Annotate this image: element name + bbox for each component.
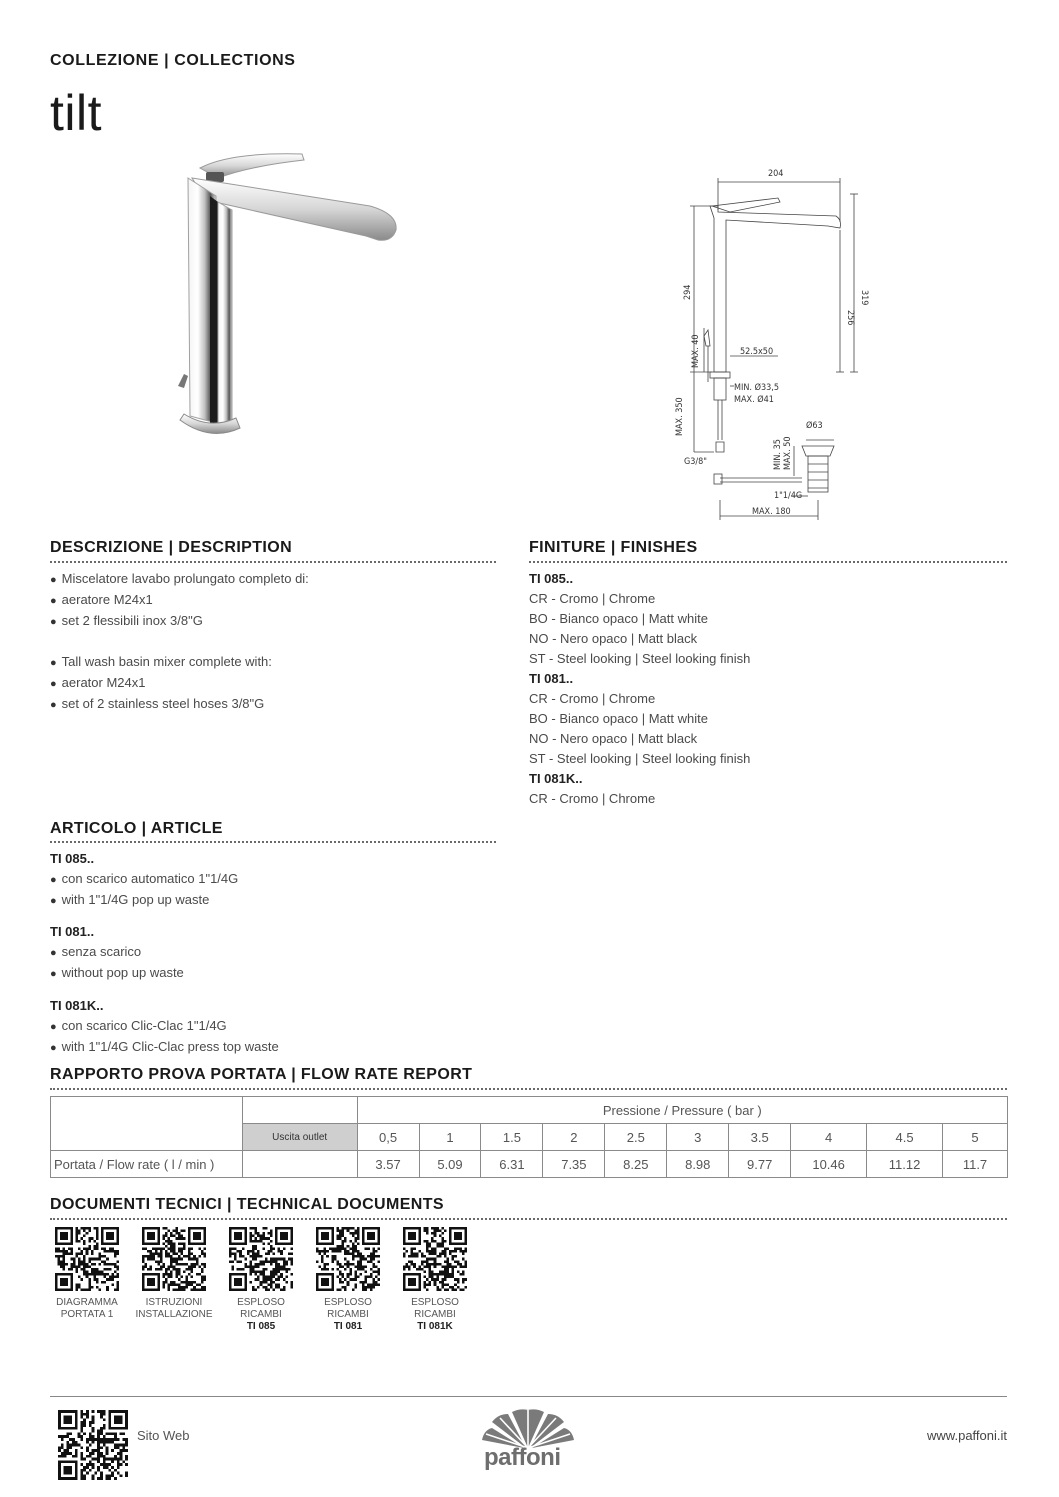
finish-item: ST - Steel looking | Steel looking finish [529,651,751,666]
article-item: ● without pop up waste [50,963,184,984]
documents-heading: DOCUMENTI TECNICI | TECHNICAL DOCUMENTS [50,1196,444,1213]
dim-g38: G3/8" [684,457,708,467]
finish-code: TI 085.. [529,571,574,586]
dim-max41: MAX. Ø41 [734,395,774,405]
finish-item: NO - Nero opaco | Matt black [529,731,698,746]
finish-item: CR - Cromo | Chrome [529,591,656,606]
pressure-header: Pressione / Pressure ( bar ) [357,1097,1007,1124]
description-item: ● Miscelatore lavabo prolungato completo di: [50,569,309,590]
collection-kicker: COLLEZIONE | COLLECTIONS [50,52,296,69]
article-item: ● with 1"1/4G pop up waste [50,890,238,911]
article-item: ● with 1"1/4G Clic-Clac press top waste [50,1037,279,1058]
dim-204: 204 [768,169,784,179]
flow-value: 7.35 [543,1151,605,1178]
pressure-value: 1 [419,1124,481,1151]
doc-caption: ISTRUZIONI INSTALLAZIONE [135,1297,213,1320]
flow-value: 11.7 [943,1151,1008,1178]
article-code: TI 081.. [50,924,95,939]
table-row [51,1151,1008,1178]
website-url[interactable]: www.paffoni.it [927,1428,1007,1443]
article-group [50,922,184,984]
finish-code: TI 081.. [529,671,574,686]
finish-item: BO - Bianco opaco | Matt white [529,611,708,626]
dim-max50: MAX. 50 [783,436,793,470]
qr-code-esploso-ti085[interactable] [229,1227,293,1296]
dim-294: 294 [683,284,693,300]
qr-code-website[interactable] [58,1410,128,1485]
flow-value: 8.98 [667,1151,729,1178]
dim-max40: MAX. 40 [691,334,701,368]
flow-value: 11.12 [867,1151,943,1178]
description-heading: DESCRIZIONE | DESCRIPTION [50,539,293,556]
pressure-value: 5 [943,1124,1008,1151]
blank-cell [51,1124,243,1151]
doc-caption: ESPLOSO RICAMBI TI 085 [237,1297,285,1332]
finishes-heading: FINITURE | FINISHES [529,539,698,556]
doc-caption: ESPLOSO RICAMBI TI 081 [324,1297,372,1332]
flow-value: 9.77 [729,1151,791,1178]
finish-item: CR - Cromo | Chrome [529,691,656,706]
qr-code-diagramma[interactable] [55,1227,119,1296]
flow-rate-table [50,1096,1008,1178]
dim-52: 52.5x50 [740,347,774,357]
flow-value: 10.46 [791,1151,867,1178]
dim-d63: Ø63 [806,421,823,431]
description-item: ● Tall wash basin mixer complete with: [50,652,309,673]
blank-cell [51,1097,243,1124]
finish-code: TI 081K.. [529,771,583,786]
pressure-value: 2 [543,1124,605,1151]
site-label: Sito Web [137,1428,190,1443]
flow-row-label: Portata / Flow rate ( l / min ) [51,1151,243,1178]
description-item: ● aeratore M24x1 [50,590,309,611]
pressure-value: 1.5 [481,1124,543,1151]
pressure-value: 2.5 [605,1124,667,1151]
flow-heading: RAPPORTO PROVA PORTATA | FLOW RATE REPORT [50,1066,473,1083]
description-rule [50,561,496,563]
flow-value: 3.57 [357,1151,419,1178]
description-item: ● aerator M24x1 [50,673,309,694]
pressure-value: 4 [791,1124,867,1151]
paffoni-logo [478,1406,578,1472]
article-code: TI 081K.. [50,998,104,1013]
finishes-list [529,569,750,809]
dim-min35: MIN. 35 [773,439,783,470]
product-photo [170,148,410,448]
flow-value: 5.09 [419,1151,481,1178]
dim-max350: MAX. 350 [675,397,685,436]
pressure-value: 3.5 [729,1124,791,1151]
pressure-value: 0,5 [357,1124,419,1151]
finishes-rule [529,561,1007,563]
finish-item: BO - Bianco opaco | Matt white [529,711,708,726]
dim-319: 319 [859,290,869,306]
flow-value: 8.25 [605,1151,667,1178]
product-title: tilt [50,85,102,141]
qr-code-istruzioni[interactable] [142,1227,206,1296]
description-item: ● set of 2 stainless steel hoses 3/8"G [50,694,309,715]
qr-code-esploso-ti081[interactable] [316,1227,380,1296]
pressure-value: 3 [667,1124,729,1151]
dim-114: 1"1/4G [774,491,803,501]
qr-code-esploso-ti081k[interactable] [403,1227,467,1296]
table-row [51,1124,1008,1151]
technical-drawing [668,160,878,530]
article-group [50,849,238,911]
article-item: ● con scarico automatico 1"1/4G [50,869,238,890]
flow-rule [50,1088,1007,1090]
doc-caption: DIAGRAMMA PORTATA 1 [56,1297,118,1320]
dim-min33: MIN. Ø33,5 [734,383,779,393]
article-item: ● senza scarico [50,942,184,963]
dim-256: 256 [845,310,855,326]
outlet-cell: Uscita outlet [242,1124,357,1151]
article-code: TI 085.. [50,851,95,866]
blank-cell [242,1097,357,1124]
finish-item: NO - Nero opaco | Matt black [529,631,698,646]
blank-cell [242,1151,357,1178]
footer-rule [50,1396,1007,1397]
doc-caption: ESPLOSO RICAMBI TI 081K [411,1297,459,1332]
description-list [50,569,309,715]
article-group [50,996,279,1058]
finish-item: CR - Cromo | Chrome [529,791,656,806]
dim-max180: MAX. 180 [752,507,791,517]
logo-text: paffoni [484,1444,561,1471]
flow-value: 6.31 [481,1151,543,1178]
table-row [51,1097,1008,1124]
article-rule [50,841,496,843]
pressure-value: 4.5 [867,1124,943,1151]
finish-item: ST - Steel looking | Steel looking finish [529,751,751,766]
description-item: ● set 2 flessibili inox 3/8"G [50,611,309,632]
article-heading: ARTICOLO | ARTICLE [50,820,223,837]
documents-rule [50,1218,1007,1220]
article-item: ● con scarico Clic-Clac 1"1/4G [50,1016,279,1037]
